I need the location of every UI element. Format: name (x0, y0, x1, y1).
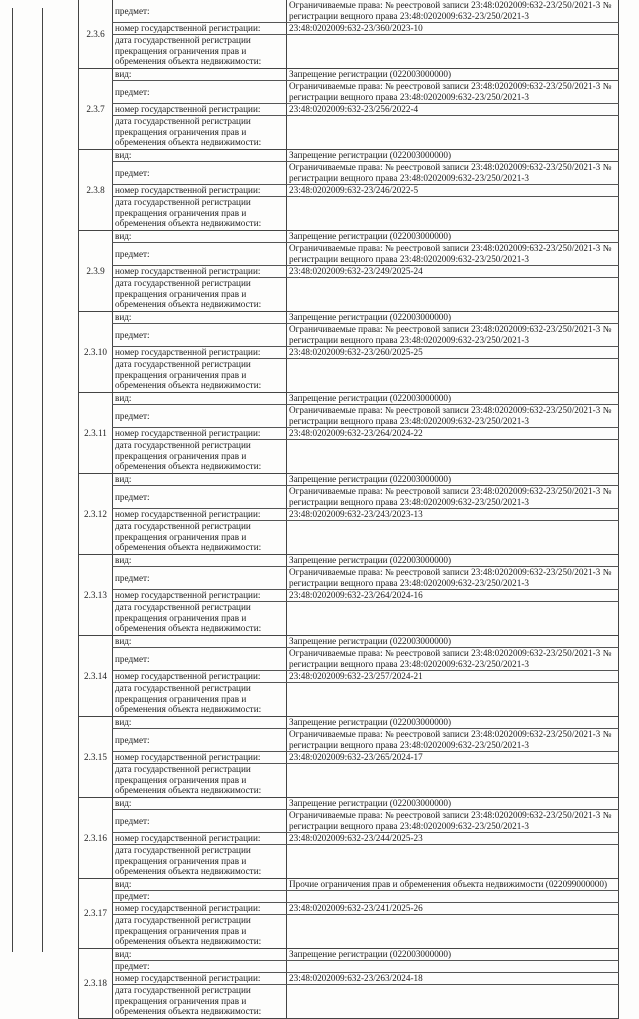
field-value-nomer: 23:48:0202009:632-23/246/2022-5 (286, 185, 619, 196)
page-margin-line-outer (12, 8, 13, 952)
field-row-nomer (112, 23, 619, 35)
encumbrance-entry (78, 311, 619, 392)
field-value-vid: Запрещение регистрации (022003000000) (286, 636, 619, 647)
field-label-predmet: предмет: (112, 961, 286, 972)
field-value-vid: Запрещение регистрации (022003000000) (286, 717, 619, 728)
field-value-vid: Запрещение регистрации (022003000000) (286, 555, 619, 566)
page-margin-line-inner (42, 8, 43, 952)
field-value-predmet: Ограничиваемые права: № реестровой записи 23:48:0202009:632-23/250/2021-3 № регистрации вещного права 23:48:0202009:632-23/250/2021-3 (286, 729, 619, 751)
field-row-nomer (112, 903, 619, 915)
field-value-nomer: 23:48:0202009:632-23/241/2025-26 (286, 903, 619, 914)
field-label-data_prekr: дата государственной регистрации прекращения ограничения прав и обременения объекта недвижимости: (112, 521, 286, 554)
field-row-predmet (112, 243, 619, 266)
encumbrance-entry (78, 635, 619, 716)
field-label-predmet: предмет: (112, 891, 286, 902)
field-row-predmet (112, 486, 619, 509)
field-row-predmet (112, 648, 619, 671)
field-value-predmet (286, 961, 619, 972)
field-row-data_prekr (112, 915, 619, 948)
field-row-vid (112, 636, 619, 648)
field-row-data_prekr (112, 985, 619, 1018)
encumbrance-entry (78, 149, 619, 230)
field-row-data_prekr (112, 197, 619, 230)
encumbrance-entry (78, 473, 619, 554)
field-label-vid: вид: (112, 798, 286, 809)
field-label-vid: вид: (112, 312, 286, 323)
field-value-predmet: Ограничиваемые права: № реестровой записи 23:48:0202009:632-23/250/2021-3 № регистрации вещного права 23:48:0202009:632-23/250/2021-3 (286, 81, 619, 103)
field-label-vid: вид: (112, 879, 286, 890)
encumbrance-entry (78, 230, 619, 311)
entry-number: 2.3.11 (78, 393, 112, 473)
entry-number: 2.3.13 (78, 555, 112, 635)
field-value-vid: Запрещение регистрации (022003000000) (286, 949, 619, 960)
field-label-data_prekr: дата государственной регистрации прекращения ограничения прав и обременения объекта недвижимости: (112, 197, 286, 230)
field-label-data_prekr: дата государственной регистрации прекращения ограничения прав и обременения объекта недвижимости: (112, 278, 286, 311)
entry-number: 2.3.8 (78, 150, 112, 230)
field-row-data_prekr (112, 683, 619, 716)
entry-number: 2.3.7 (78, 69, 112, 149)
field-row-predmet (112, 162, 619, 185)
field-label-predmet: предмет: (112, 486, 286, 508)
field-value-predmet: Ограничиваемые права: № реестровой записи 23:48:0202009:632-23/250/2021-3 № регистрации вещного права 23:48:0202009:632-23/250/2021-3 (286, 243, 619, 265)
field-label-data_prekr: дата государственной регистрации прекращения ограничения прав и обременения объекта недвижимости: (112, 116, 286, 149)
field-row-nomer (112, 185, 619, 197)
field-row-vid (112, 69, 619, 81)
entry-number: 2.3.12 (78, 474, 112, 554)
field-value-data_prekr (286, 521, 619, 554)
entry-number: 2.3.16 (78, 798, 112, 878)
field-value-nomer: 23:48:0202009:632-23/265/2024-17 (286, 752, 619, 763)
field-label-nomer: номер государственной регистрации: (112, 266, 286, 277)
field-row-nomer (112, 428, 619, 440)
field-label-vid: вид: (112, 949, 286, 960)
field-label-predmet: предмет: (112, 0, 286, 22)
field-row-data_prekr (112, 278, 619, 311)
field-label-nomer: номер государственной регистрации: (112, 973, 286, 984)
entry-number: 2.3.18 (78, 949, 112, 1018)
entry-number: 2.3.9 (78, 231, 112, 311)
field-value-nomer: 23:48:0202009:632-23/249/2025-24 (286, 266, 619, 277)
field-row-predmet (112, 324, 619, 347)
field-label-vid: вид: (112, 474, 286, 485)
field-value-nomer: 23:48:0202009:632-23/263/2024-18 (286, 973, 619, 984)
field-value-predmet: Ограничиваемые права: № реестровой записи 23:48:0202009:632-23/250/2021-3 № регистрации вещного права 23:48:0202009:632-23/250/2021-3 (286, 648, 619, 670)
field-value-nomer: 23:48:0202009:632-23/264/2024-16 (286, 590, 619, 601)
field-row-vid (112, 879, 619, 891)
field-value-nomer: 23:48:0202009:632-23/264/2024-22 (286, 428, 619, 439)
field-value-data_prekr (286, 116, 619, 149)
field-label-predmet: предмет: (112, 324, 286, 346)
field-label-data_prekr: дата государственной регистрации прекращения ограничения прав и обременения объекта недвижимости: (112, 683, 286, 716)
field-value-data_prekr (286, 985, 619, 1018)
field-row-predmet (112, 567, 619, 590)
field-value-data_prekr (286, 278, 619, 311)
encumbrance-entry (78, 0, 619, 68)
field-value-data_prekr (286, 845, 619, 878)
field-value-nomer: 23:48:0202009:632-23/244/2025-23 (286, 833, 619, 844)
field-row-vid (112, 231, 619, 243)
field-value-nomer: 23:48:0202009:632-23/260/2025-25 (286, 347, 619, 358)
field-row-data_prekr (112, 440, 619, 473)
field-value-data_prekr (286, 683, 619, 716)
field-row-predmet (112, 891, 619, 903)
field-value-data_prekr (286, 197, 619, 230)
field-label-data_prekr: дата государственной регистрации прекращения ограничения прав и обременения объекта недвижимости: (112, 845, 286, 878)
encumbrance-entry (78, 878, 619, 948)
field-label-vid: вид: (112, 717, 286, 728)
encumbrance-entry (78, 392, 619, 473)
field-label-nomer: номер государственной регистрации: (112, 347, 286, 358)
field-value-data_prekr (286, 915, 619, 948)
field-value-nomer: 23:48:0202009:632-23/360/2023-10 (286, 23, 619, 34)
field-value-data_prekr (286, 359, 619, 392)
field-row-data_prekr (112, 35, 619, 68)
field-row-nomer (112, 104, 619, 116)
field-row-vid (112, 474, 619, 486)
field-label-data_prekr: дата государственной регистрации прекращения ограничения прав и обременения объекта недвижимости: (112, 764, 286, 797)
encumbrance-entry (78, 68, 619, 149)
field-row-vid (112, 312, 619, 324)
entry-number: 2.3.14 (78, 636, 112, 716)
field-label-predmet: предмет: (112, 81, 286, 103)
field-row-nomer (112, 347, 619, 359)
field-label-nomer: номер государственной регистрации: (112, 752, 286, 763)
field-value-nomer: 23:48:0202009:632-23/243/2023-13 (286, 509, 619, 520)
field-label-predmet: предмет: (112, 162, 286, 184)
field-label-nomer: номер государственной регистрации: (112, 104, 286, 115)
field-label-predmet: предмет: (112, 243, 286, 265)
field-row-data_prekr (112, 602, 619, 635)
field-value-predmet: Ограничиваемые права: № реестровой записи 23:48:0202009:632-23/250/2021-3 № регистрации вещного права 23:48:0202009:632-23/250/2021-3 (286, 810, 619, 832)
field-row-data_prekr (112, 521, 619, 554)
field-row-data_prekr (112, 764, 619, 797)
encumbrance-entry (78, 797, 619, 878)
field-row-vid (112, 949, 619, 961)
field-value-vid: Запрещение регистрации (022003000000) (286, 150, 619, 161)
field-label-predmet: предмет: (112, 405, 286, 427)
field-label-predmet: предмет: (112, 648, 286, 670)
field-label-predmet: предмет: (112, 567, 286, 589)
field-row-predmet (112, 81, 619, 104)
field-value-vid: Запрещение регистрации (022003000000) (286, 312, 619, 323)
field-value-nomer: 23:48:0202009:632-23/256/2022-4 (286, 104, 619, 115)
field-label-vid: вид: (112, 69, 286, 80)
field-value-data_prekr (286, 35, 619, 68)
field-row-data_prekr (112, 116, 619, 149)
field-value-vid: Запрещение регистрации (022003000000) (286, 393, 619, 404)
field-value-predmet: Ограничиваемые права: № реестровой записи 23:48:0202009:632-23/250/2021-3 № регистрации вещного права 23:48:0202009:632-23/250/2021-3 (286, 162, 619, 184)
encumbrances-table (78, 0, 619, 1019)
entry-number: 2.3.17 (78, 879, 112, 948)
field-value-predmet: Ограничиваемые права: № реестровой записи 23:48:0202009:632-23/250/2021-3 № регистрации вещного права 23:48:0202009:632-23/250/2021-3 (286, 567, 619, 589)
field-row-predmet (112, 961, 619, 973)
field-row-nomer (112, 509, 619, 521)
field-row-data_prekr (112, 359, 619, 392)
field-value-predmet: Ограничиваемые права: № реестровой записи 23:48:0202009:632-23/250/2021-3 № регистрации вещного права 23:48:0202009:632-23/250/2021-3 (286, 324, 619, 346)
field-value-vid: Прочие ограничения прав и обременения объекта недвижимости (022099000000) (286, 879, 619, 890)
field-row-vid (112, 150, 619, 162)
field-label-nomer: номер государственной регистрации: (112, 590, 286, 601)
field-label-nomer: номер государственной регистрации: (112, 509, 286, 520)
field-value-vid: Запрещение регистрации (022003000000) (286, 474, 619, 485)
field-label-data_prekr: дата государственной регистрации прекращения ограничения прав и обременения объекта недвижимости: (112, 35, 286, 68)
field-value-vid: Запрещение регистрации (022003000000) (286, 231, 619, 242)
field-label-data_prekr: дата государственной регистрации прекращения ограничения прав и обременения объекта недвижимости: (112, 440, 286, 473)
field-value-predmet: Ограничиваемые права: № реестровой записи 23:48:0202009:632-23/250/2021-3 № регистрации вещного права 23:48:0202009:632-23/250/2021-3 (286, 405, 619, 427)
field-label-data_prekr: дата государственной регистрации прекращения ограничения прав и обременения объекта недвижимости: (112, 359, 286, 392)
field-label-nomer: номер государственной регистрации: (112, 23, 286, 34)
field-label-nomer: номер государственной регистрации: (112, 833, 286, 844)
field-row-nomer (112, 752, 619, 764)
field-row-predmet (112, 0, 619, 23)
field-value-vid: Запрещение регистрации (022003000000) (286, 798, 619, 809)
field-label-nomer: номер государственной регистрации: (112, 903, 286, 914)
field-value-data_prekr (286, 602, 619, 635)
field-label-data_prekr: дата государственной регистрации прекращения ограничения прав и обременения объекта недвижимости: (112, 915, 286, 948)
encumbrance-entry (78, 716, 619, 797)
field-label-predmet: предмет: (112, 729, 286, 751)
field-value-predmet: Ограничиваемые права: № реестровой записи 23:48:0202009:632-23/250/2021-3 № регистрации вещного права 23:48:0202009:632-23/250/2021-3 (286, 0, 619, 22)
field-row-nomer (112, 833, 619, 845)
field-label-vid: вид: (112, 393, 286, 404)
field-label-data_prekr: дата государственной регистрации прекращения ограничения прав и обременения объекта недвижимости: (112, 602, 286, 635)
field-label-vid: вид: (112, 555, 286, 566)
field-label-vid: вид: (112, 150, 286, 161)
field-row-vid (112, 393, 619, 405)
field-label-data_prekr: дата государственной регистрации прекращения ограничения прав и обременения объекта недвижимости: (112, 985, 286, 1018)
field-row-vid (112, 798, 619, 810)
field-row-vid (112, 717, 619, 729)
field-row-predmet (112, 729, 619, 752)
field-row-nomer (112, 590, 619, 602)
field-label-nomer: номер государственной регистрации: (112, 671, 286, 682)
field-row-data_prekr (112, 845, 619, 878)
encumbrance-entry (78, 554, 619, 635)
field-row-predmet (112, 810, 619, 833)
field-value-vid: Запрещение регистрации (022003000000) (286, 69, 619, 80)
field-label-nomer: номер государственной регистрации: (112, 428, 286, 439)
field-value-predmet: Ограничиваемые права: № реестровой записи 23:48:0202009:632-23/250/2021-3 № регистрации вещного права 23:48:0202009:632-23/250/2021-3 (286, 486, 619, 508)
entry-number: 2.3.10 (78, 312, 112, 392)
field-row-predmet (112, 405, 619, 428)
field-value-data_prekr (286, 764, 619, 797)
field-row-nomer (112, 973, 619, 985)
field-label-nomer: номер государственной регистрации: (112, 185, 286, 196)
field-label-vid: вид: (112, 636, 286, 647)
field-row-nomer (112, 671, 619, 683)
field-value-nomer: 23:48:0202009:632-23/257/2024-21 (286, 671, 619, 682)
encumbrance-entry (78, 948, 619, 1019)
field-label-vid: вид: (112, 231, 286, 242)
field-value-predmet (286, 891, 619, 902)
field-value-data_prekr (286, 440, 619, 473)
entry-number: 2.3.6 (78, 0, 112, 68)
entry-number: 2.3.15 (78, 717, 112, 797)
field-row-vid (112, 555, 619, 567)
field-label-predmet: предмет: (112, 810, 286, 832)
field-row-nomer (112, 266, 619, 278)
